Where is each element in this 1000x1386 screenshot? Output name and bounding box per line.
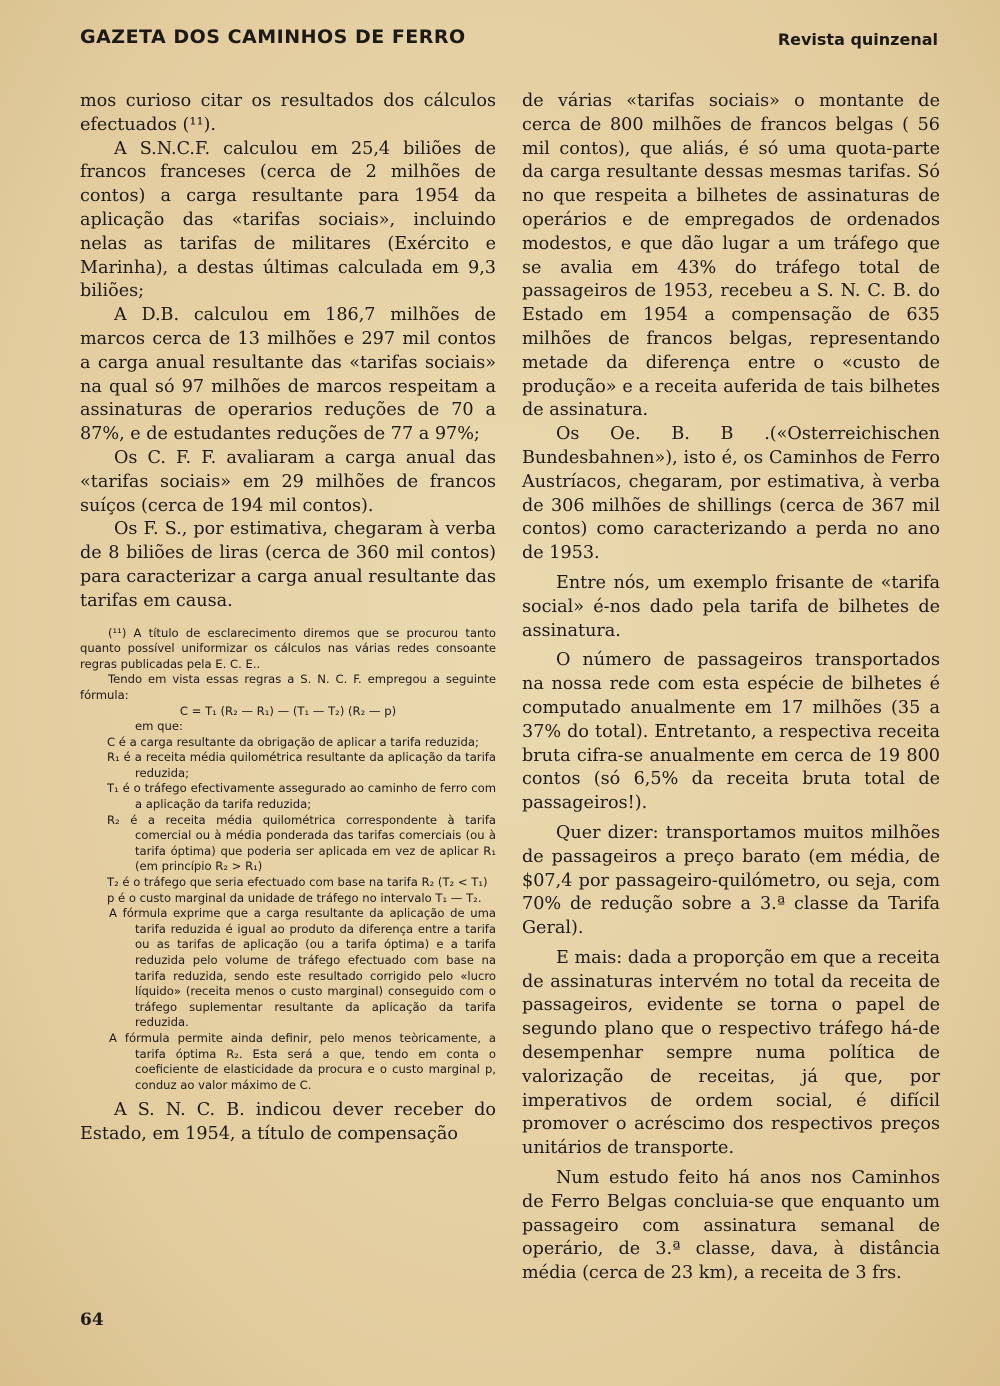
paragraph: de várias «tarifas sociais» o montante de cerca de 800 milhões de francos belgas ( 56 mil contos), que aliás, é só uma quota-parte da carga resultante dessas mesmas tarifas. Só no que respeita a bilhetes de assinaturas de operários e de empregados de ordenados modestos, e que dão lugar a um tráfego que se avalia em 43% do tráfego total de passageiros de 1953, recebeu a S. N. C. B. do Estado em 1954 a compensação de 635 milhões de francos belgas, representando metade da diferença entre o «custo de produção» e a receita auferida de tais bilhetes de assinatura. (522, 91, 940, 421)
paragraph: A D.B. calculou em 186,7 milhões de marcos cerca de 13 milhões e 297 mil contos a carga anual resultante das «tarifas sociais» na qual só 97 milhões de marcos respeitam a assinaturas de operarios reduções de 70 a 87%, e de estudantes reduções de 77 a 97%; (80, 305, 496, 445)
footnote-intro: (¹¹) A título de esclarecimento diremos que se procurou tanto quanto possível uniformizar os cálculos nas várias redes consoante regras publicadas pela E. C. E.. (80, 625, 496, 671)
definition-item: p é o custo marginal da unidade de tráfego no intervalo T₁ — T₂. (107, 890, 482, 905)
em-que-label: em que: (135, 719, 183, 734)
paragraph: Num estudo feito há anos nos Caminhos de Ferro Belgas concluia-se que enquanto um passageiro com assinatura semanal de operário, de 3.ª classe, dava, à distância média (cerca de 23 km), a receita de 3 frs. (522, 1168, 940, 1284)
definition-item: R₂ é a receita média quilométrica correspondente à tarifa comercial ou à média ponderada das tarifas comerciais (ou à tarifa óptima) que poderia ser aplicada em vez de aplicar R₁ (em princípio R₂ > R₁) (107, 812, 496, 874)
paragraph: Os Oe. B. B .(«Osterreichischen Bundesbahnen»), isto é, os Caminhos de Ferro Austríacos, chegaram, por estimativa, à verba de 306 milhões de shillings (cerca de 367 mil contos) como caracterizando a perda no ano de 1953. (522, 424, 940, 564)
definition-item: C é a carga resultante da obrigação de aplicar a tarifa reduzida; (107, 734, 479, 749)
definition-item: T₁ é o tráfego efectivamente assegurado ao caminho de ferro com a aplicação da tarifa reduzida; (107, 781, 496, 812)
paragraph: Quer dizer: transportamos muitos milhões de passageiros a preço barato (em média, de $07,4 por passageiro-quilómetro, ou seja, com 70% de redução sobre a 3.ª classe da Tarifa Geral). (522, 822, 940, 939)
definition-item: R₁ é a receita média quilométrica resultante da aplicação da tarifa reduzida; (107, 750, 496, 780)
publication-subtitle: Revista quinzenal (777, 30, 938, 49)
page-header (80, 26, 938, 56)
paragraph: A S. N. C. B. indicou dever receber do Estado, em 1954, a título de compensação (80, 1100, 496, 1145)
right-column (522, 90, 940, 1286)
footnote (80, 626, 496, 1094)
left-column (80, 90, 496, 1147)
page-number: 64 (80, 1310, 104, 1330)
paragraph: Entre nós, um exemplo frisante de «tarifa social» é-nos dado pela tarifa de bilhetes de assinatura. (522, 572, 940, 641)
formula: C = T₁ (R₂ — R₁) — (T₁ — T₂) (R₂ — p) (179, 703, 397, 718)
paragraph: Os F. S., por estimativa, chegaram à verba de 8 biliões de liras (cerca de 360 mil contos) para caracterizar a carga anual resultante das tarifas em causa. (80, 519, 496, 611)
publication-title: GAZETA DOS CAMINHOS DE FERRO (80, 26, 466, 48)
paragraph: O número de passageiros transportados na nossa rede com esta espécie de bilhetes é computado anualmente em 17 milhões (35 a 37% do total). Entretanto, a respectiva receita bruta cifra-se anualmente em cerca de 19 800 contos (só 6,5% da receita bruta total de passageiros!). (522, 650, 940, 814)
definition-item: T₂ é o tráfego que seria efectuado com base na tarifa R₂ (T₂ < T₁) (107, 875, 488, 890)
paragraph: E mais: dada a proporção em que a receita de assinaturas intervém no total da receita de passageiros, evidente se torna o papel de segundo plano que o respectivo tráfego há-de desempenhar sempre numa política de valorização de receitas, já que, por imperativos de ordem social, é difícil promover o acréscimo dos respectivos preços unitários de transporte. (522, 947, 940, 1159)
paragraph: Os C. F. F. avaliaram a carga anual das «tarifas sociais» em 29 milhões de francos suíços (cerca de 194 mil contos). (80, 447, 496, 516)
footnote-explanation: A fórmula exprime que a carga resultante da aplicação de uma tarifa reduzida é igual ao produto da diferença entre a tarifa ou as tarifas de aplicação (ou a tarifa óptima) e a tarifa reduzida pelo volume de tráfego efectuado com base na tarifa reduzida, sendo este resultado corrigido pelo «lucro líquido» (receita menos o custo marginal) conseguido com o tráfego suplementar resultante da aplicação da tarifa reduzida. (109, 906, 496, 1030)
paragraph: A S.N.C.F. calculou em 25,4 biliões de francos franceses (cerca de 2 milhões de contos) a carga resultante para 1954 da aplicação das «tarifas sociais», incluindo nelas as tarifas de militares (Exército e Marinha), a destas últimas calculada em 9,3 biliões; (80, 138, 496, 302)
paragraph: mos curioso citar os resultados dos cálculos efectuados (¹¹). (80, 91, 496, 135)
footnote-formula-intro: Tendo em vista essas regras a S. N. C. F. empregou a seguinte fórmula: (80, 672, 496, 702)
footnote-closing: A fórmula permite ainda definir, pelo menos teòricamente, a tarifa óptima R₂. Esta será a que, tendo em conta o coeficiente de elasticidade da procura e o custo marginal p, conduz ao valor máximo de C. (109, 1030, 496, 1092)
